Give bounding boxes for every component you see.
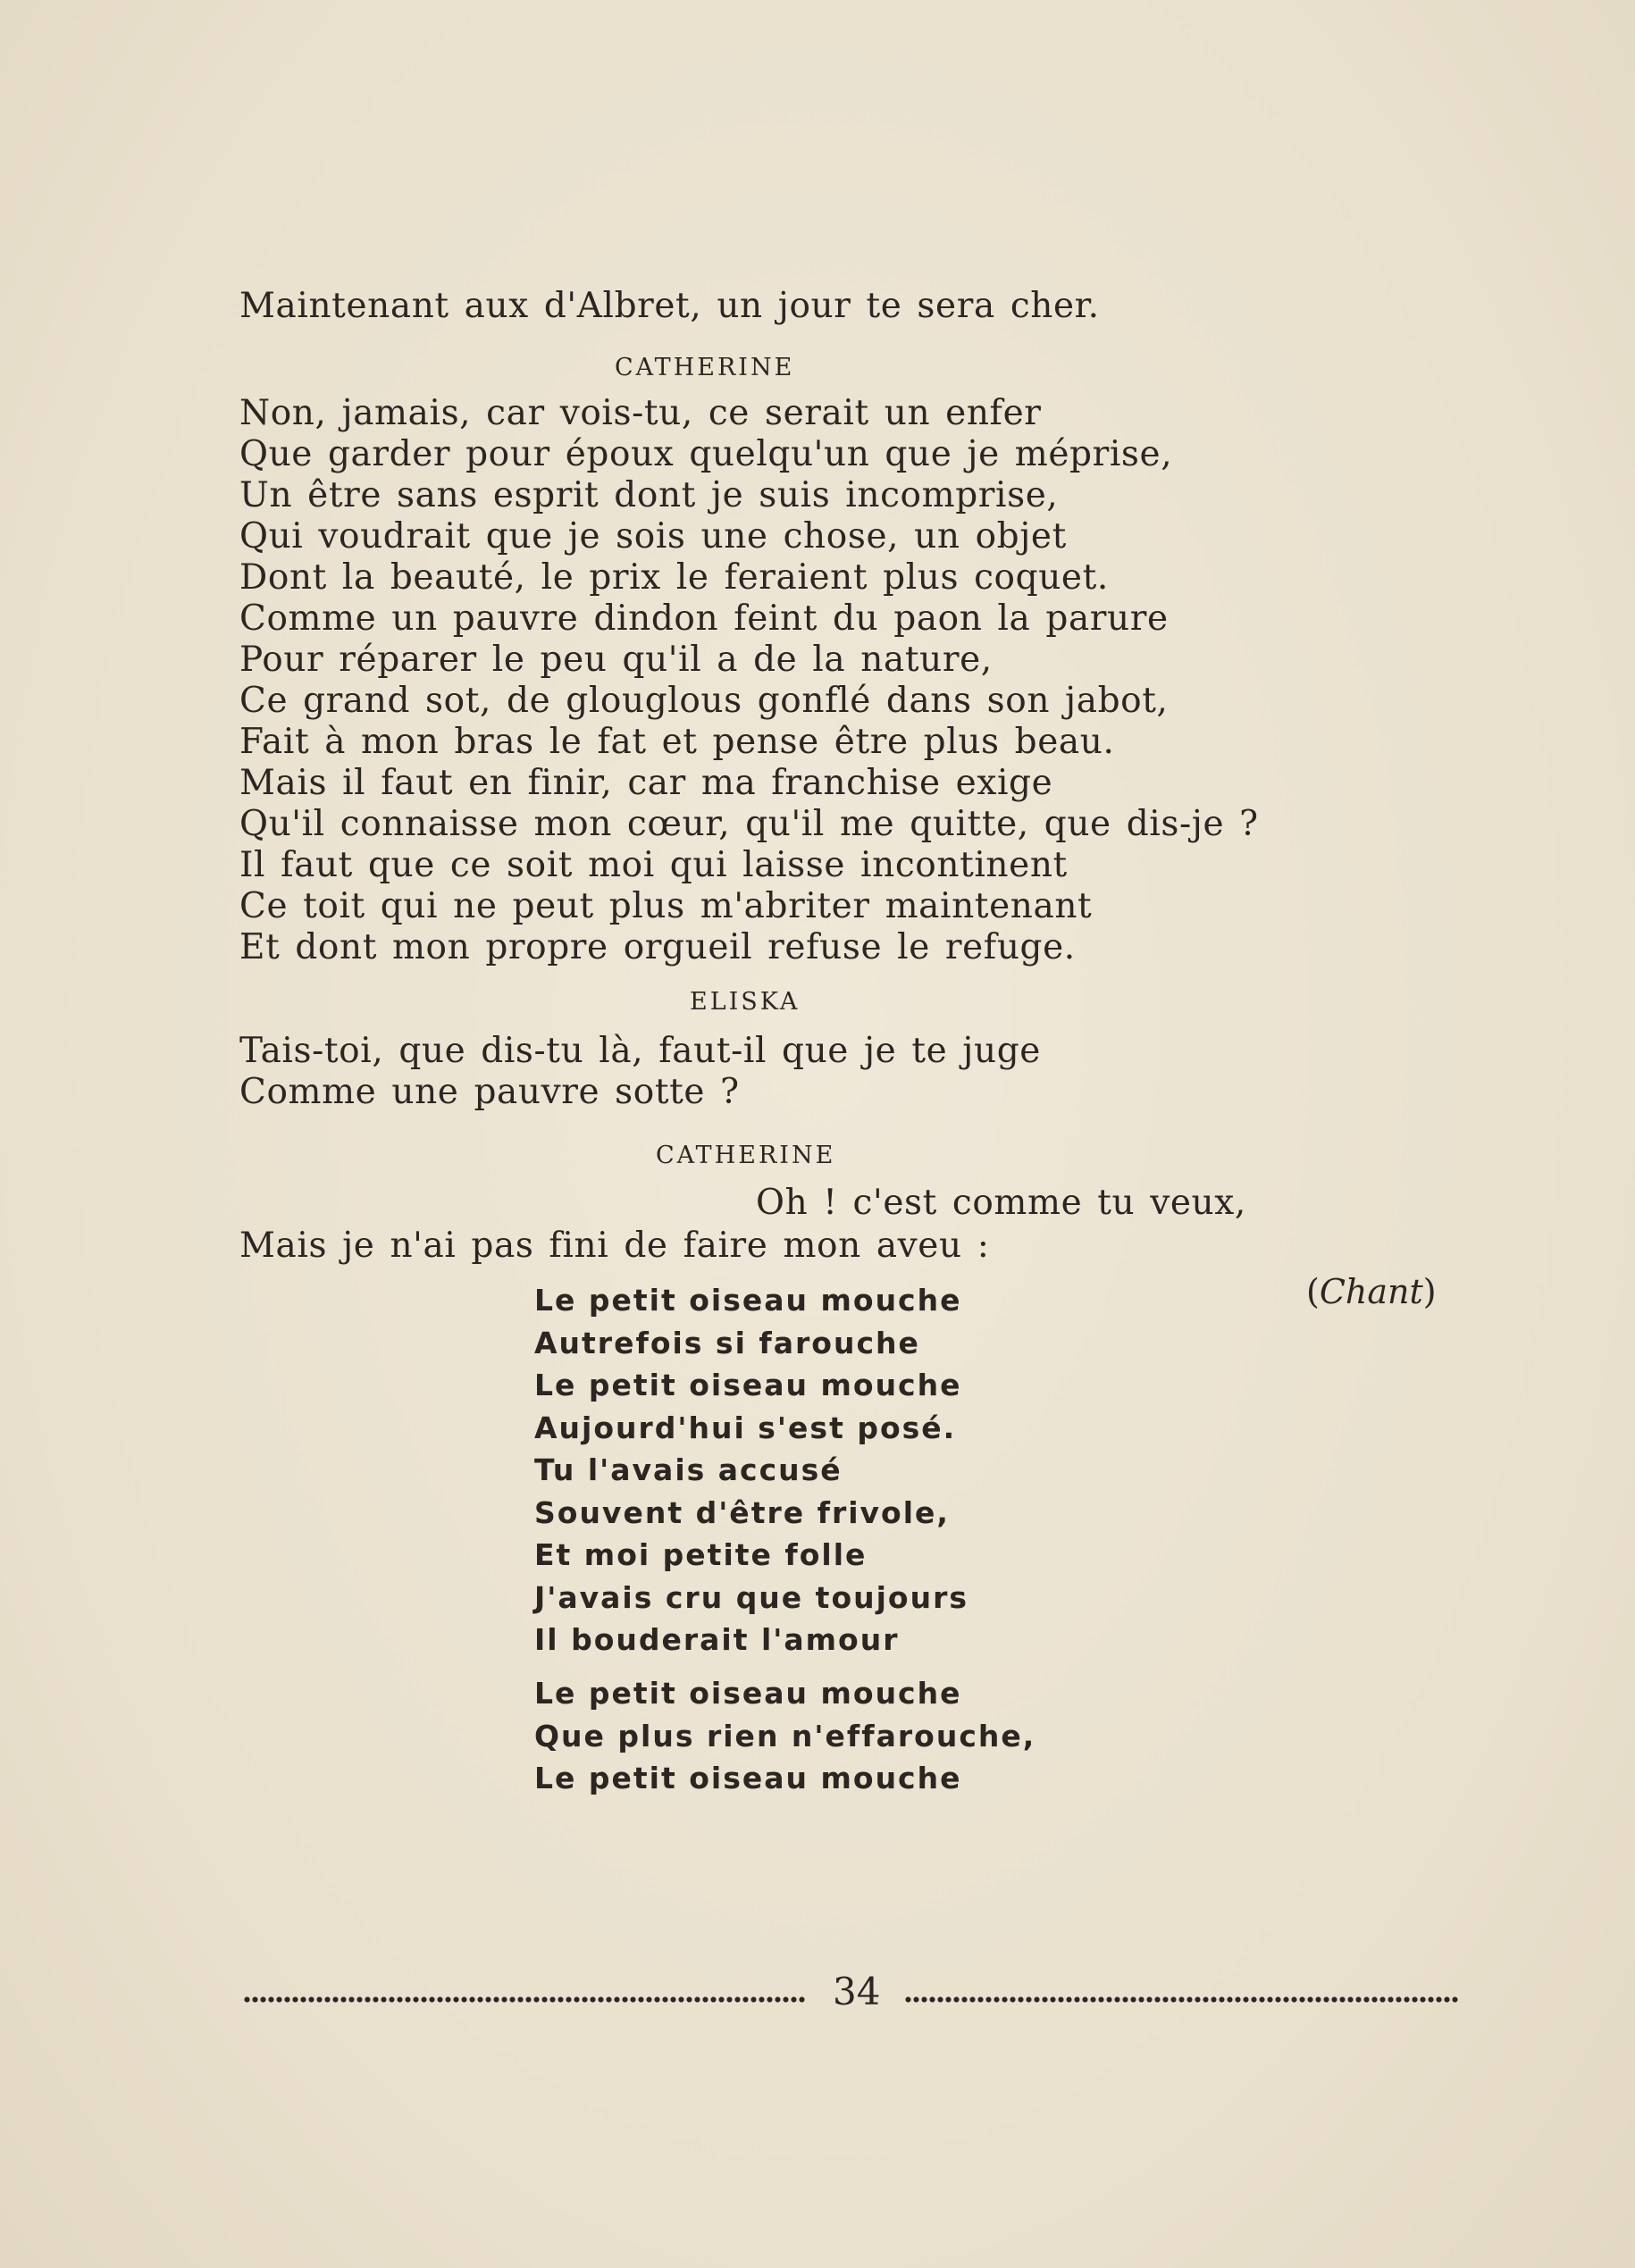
verse-line: Qui voudrait que je sois une chose, un objet — [239, 516, 1067, 557]
verse-line: Qu'il connaisse mon cœur, qu'il me quitte, que dis-je ? — [239, 804, 1259, 844]
song-line: Aujourd'hui s'est posé. — [534, 1410, 957, 1445]
song-line: Que plus rien n'effarouche, — [534, 1718, 1036, 1753]
dotted-rule-left — [243, 1996, 806, 2004]
song-line: Le petit oiseau mouche — [534, 1283, 962, 1318]
verse-block-eliska — [239, 1031, 1041, 1113]
page-number: 34 — [833, 1970, 881, 2013]
verse-line: Que garder pour époux quelqu'un que je méprise, — [239, 434, 1173, 474]
stage-direction: (Chant) — [1306, 1272, 1437, 1311]
verse-line: Maintenant aux d'Albret, un jour te sera cher. — [239, 286, 1100, 326]
verse-line: Fait à mon bras le fat et pense être plus beau. — [239, 722, 1115, 762]
song-line: Et moi petite folle — [534, 1537, 868, 1572]
verse-line: Comme une pauvre sotte ? — [239, 1072, 740, 1112]
verse-line: Comme un pauvre dindon feint du paon la parure — [239, 598, 1169, 639]
song-stanza-1 — [534, 1279, 968, 1661]
song-line: Le petit oiseau mouche — [534, 1761, 962, 1795]
song-stanza-2 — [534, 1672, 1036, 1800]
dotted-rule-right — [904, 1996, 1460, 2004]
verse-block-catherine — [239, 393, 1259, 968]
speaker-name: CATHERINE — [656, 1142, 836, 1169]
verse-line: Il faut que ce soit moi qui laisse incontinent — [239, 845, 1068, 885]
song-line: Autrefois si farouche — [534, 1325, 920, 1360]
verse-line: Ce toit qui ne peut plus m'abriter maintenant — [239, 886, 1093, 926]
verse-block-top — [239, 286, 1100, 327]
speaker-name: CATHERINE — [615, 354, 795, 381]
stage-direction-text: Chant — [1319, 1272, 1423, 1311]
page-footer — [243, 1965, 1460, 2019]
verse-line: Non, jamais, car vois-tu, ce serait un enfer — [239, 393, 1042, 433]
song-line: Le petit oiseau mouche — [534, 1676, 962, 1711]
verse-line: Dont la beauté, le prix le feraient plus coquet. — [239, 557, 1109, 598]
speaker-name: ELISKA — [690, 988, 801, 1016]
verse-line: Un être sans esprit dont je suis incomprise, — [239, 475, 1059, 515]
verse-line-aveu: Mais je n'ai pas fini de faire mon aveu : — [239, 1226, 990, 1266]
verse-line: Ce grand sot, de glouglous gonflé dans son jabot, — [239, 681, 1169, 721]
song-line: Il bouderait l'amour — [534, 1622, 900, 1657]
song-line: Souvent d'être frivole, — [534, 1494, 950, 1530]
song-line: Tu l'avais accusé — [534, 1452, 843, 1487]
verse-line: Pour réparer le peu qu'il a de la nature, — [239, 640, 993, 680]
song-line: Le petit oiseau mouche — [534, 1368, 962, 1402]
verse-line-reply: Oh ! c'est comme tu veux, — [756, 1183, 1246, 1223]
verse-line: Mais il faut en finir, car ma franchise exige — [239, 763, 1053, 803]
verse-line: Et dont mon propre orgueil refuse le refuge. — [239, 927, 1076, 967]
verse-line: Tais-toi, que dis-tu là, faut-il que je te juge — [239, 1031, 1041, 1071]
song-line: J'avais cru que toujours — [534, 1579, 969, 1615]
